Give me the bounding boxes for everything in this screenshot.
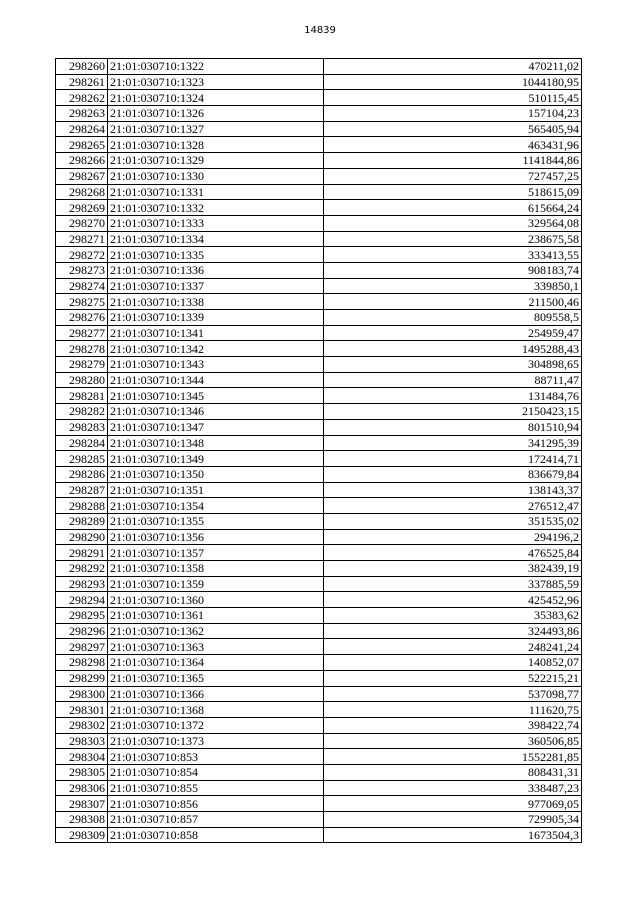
table-row: [56, 812, 582, 828]
table-row: [56, 325, 582, 341]
row-number-cell: 298295: [56, 608, 108, 624]
cadastral-number-cell: 21:01:030710:1344: [108, 372, 324, 388]
cadastral-number-cell: 21:01:030710:1342: [108, 341, 324, 357]
row-number-cell: 298304: [56, 749, 108, 765]
cadastral-value-cell: 522215,21: [324, 670, 582, 686]
table-row: [56, 278, 582, 294]
row-number-cell: 298292: [56, 561, 108, 577]
cadastral-value-cell: 727457,25: [324, 168, 582, 184]
row-number-cell: 298281: [56, 388, 108, 404]
row-number-cell: 298297: [56, 639, 108, 655]
cadastral-number-cell: 21:01:030710:1329: [108, 153, 324, 169]
table-row: [56, 435, 582, 451]
cadastral-value-cell: 329564,08: [324, 215, 582, 231]
cadastral-value-cell: 157104,23: [324, 106, 582, 122]
table-row: [56, 592, 582, 608]
cadastral-value-cell: 510115,45: [324, 90, 582, 106]
table-row: [56, 561, 582, 577]
cadastral-number-cell: 21:01:030710:1358: [108, 561, 324, 577]
cadastral-value-cell: 1552281,85: [324, 749, 582, 765]
cadastral-value-cell: 398422,74: [324, 717, 582, 733]
row-number-cell: 298260: [56, 59, 108, 75]
cadastral-number-cell: 21:01:030710:1363: [108, 639, 324, 655]
table-row: [56, 310, 582, 326]
cadastral-number-cell: 21:01:030710:1360: [108, 592, 324, 608]
cadastral-value-cell: 35383,62: [324, 608, 582, 624]
row-number-cell: 298309: [56, 827, 108, 843]
cadastral-number-cell: 21:01:030710:855: [108, 780, 324, 796]
row-number-cell: 298271: [56, 231, 108, 247]
table-row: [56, 623, 582, 639]
row-number-cell: 298263: [56, 106, 108, 122]
cadastral-value-cell: 88711,47: [324, 372, 582, 388]
cadastral-number-cell: 21:01:030710:1331: [108, 184, 324, 200]
row-number-cell: 298290: [56, 529, 108, 545]
table-row: [56, 717, 582, 733]
table-row: [56, 184, 582, 200]
cadastral-value-cell: 276512,47: [324, 498, 582, 514]
cadastral-value-cell: 537098,77: [324, 686, 582, 702]
row-number-cell: 298301: [56, 702, 108, 718]
table-row: [56, 733, 582, 749]
cadastral-value-cell: 382439,19: [324, 561, 582, 577]
row-number-cell: 298265: [56, 137, 108, 153]
cadastral-value-cell: 341295,39: [324, 435, 582, 451]
cadastral-value-cell: 140852,07: [324, 655, 582, 671]
cadastral-number-cell: 21:01:030710:1326: [108, 106, 324, 122]
cadastral-value-cell: 238675,58: [324, 231, 582, 247]
cadastral-value-cell: 908183,74: [324, 262, 582, 278]
cadastral-value-cell: 518615,09: [324, 184, 582, 200]
cadastral-number-cell: 21:01:030710:1335: [108, 247, 324, 263]
cadastral-value-cell: 339850,1: [324, 278, 582, 294]
cadastral-number-cell: 21:01:030710:1330: [108, 168, 324, 184]
cadastral-value-cell: 470211,02: [324, 59, 582, 75]
row-number-cell: 298307: [56, 796, 108, 812]
table-row: [56, 357, 582, 373]
table-row: [56, 262, 582, 278]
cadastral-value-cell: 1673504,3: [324, 827, 582, 843]
row-number-cell: 298300: [56, 686, 108, 702]
row-number-cell: 298291: [56, 545, 108, 561]
row-number-cell: 298293: [56, 576, 108, 592]
row-number-cell: 298287: [56, 482, 108, 498]
cadastral-number-cell: 21:01:030710:1355: [108, 513, 324, 529]
cadastral-value-cell: 351535,02: [324, 513, 582, 529]
cadastral-number-cell: 21:01:030710:1361: [108, 608, 324, 624]
row-number-cell: 298299: [56, 670, 108, 686]
cadastral-number-cell: 21:01:030710:1333: [108, 215, 324, 231]
cadastral-value-cell: 977069,05: [324, 796, 582, 812]
row-number-cell: 298308: [56, 812, 108, 828]
table-row: [56, 419, 582, 435]
cadastral-value-cell: 211500,46: [324, 294, 582, 310]
row-number-cell: 298306: [56, 780, 108, 796]
table-row: [56, 749, 582, 765]
cadastral-value-cell: 809558,5: [324, 310, 582, 326]
table-row: [56, 482, 582, 498]
row-number-cell: 298267: [56, 168, 108, 184]
cadastral-number-cell: 21:01:030710:1356: [108, 529, 324, 545]
page-number: 14839: [304, 25, 336, 36]
table-row: [56, 529, 582, 545]
row-number-cell: 298284: [56, 435, 108, 451]
cadastral-number-cell: 21:01:030710:1337: [108, 278, 324, 294]
row-number-cell: 298282: [56, 404, 108, 420]
cadastral-value-cell: 808431,31: [324, 764, 582, 780]
table-row: [56, 780, 582, 796]
cadastral-value-cell: 836679,84: [324, 466, 582, 482]
cadastral-number-cell: 21:01:030710:1324: [108, 90, 324, 106]
cadastral-number-cell: 21:01:030710:1365: [108, 670, 324, 686]
cadastral-number-cell: 21:01:030710:1350: [108, 466, 324, 482]
cadastral-number-cell: 21:01:030710:1366: [108, 686, 324, 702]
table-row: [56, 639, 582, 655]
table-row: [56, 231, 582, 247]
cadastral-value-cell: 294196,2: [324, 529, 582, 545]
cadastral-number-cell: 21:01:030710:1341: [108, 325, 324, 341]
row-number-cell: 298279: [56, 357, 108, 373]
table-row: [56, 764, 582, 780]
table-row: [56, 121, 582, 137]
row-number-cell: 298275: [56, 294, 108, 310]
cadastral-value-cell: 463431,96: [324, 137, 582, 153]
cadastral-value-cell: 338487,23: [324, 780, 582, 796]
table-row: [56, 372, 582, 388]
cadastral-number-cell: 21:01:030710:1357: [108, 545, 324, 561]
table-row: [56, 74, 582, 90]
cadastral-number-cell: 21:01:030710:1323: [108, 74, 324, 90]
cadastral-number-cell: 21:01:030710:1368: [108, 702, 324, 718]
table-row: [56, 137, 582, 153]
row-number-cell: 298303: [56, 733, 108, 749]
row-number-cell: 298278: [56, 341, 108, 357]
table-row: [56, 90, 582, 106]
table-row: [56, 404, 582, 420]
cadastral-value-cell: 333413,55: [324, 247, 582, 263]
cadastral-number-cell: 21:01:030710:1338: [108, 294, 324, 310]
cadastral-number-cell: 21:01:030710:1348: [108, 435, 324, 451]
cadastral-value-cell: 324493,86: [324, 623, 582, 639]
table-row: [56, 341, 582, 357]
row-number-cell: 298269: [56, 200, 108, 216]
table-row: [56, 466, 582, 482]
row-number-cell: 298261: [56, 74, 108, 90]
cadastral-number-cell: 21:01:030710:1354: [108, 498, 324, 514]
row-number-cell: 298298: [56, 655, 108, 671]
row-number-cell: 298305: [56, 764, 108, 780]
row-number-cell: 298268: [56, 184, 108, 200]
cadastral-value-cell: 1044180,95: [324, 74, 582, 90]
cadastral-number-cell: 21:01:030710:1345: [108, 388, 324, 404]
cadastral-number-cell: 21:01:030710:1373: [108, 733, 324, 749]
cadastral-value-cell: 254959,47: [324, 325, 582, 341]
cadastral-value-cell: 248241,24: [324, 639, 582, 655]
row-number-cell: 298289: [56, 513, 108, 529]
table-row: [56, 451, 582, 467]
table-row: [56, 576, 582, 592]
cadastral-value-cell: 138143,37: [324, 482, 582, 498]
row-number-cell: 298286: [56, 466, 108, 482]
cadastral-number-cell: 21:01:030710:1359: [108, 576, 324, 592]
table-row: [56, 608, 582, 624]
cadastral-number-cell: 21:01:030710:854: [108, 764, 324, 780]
cadastral-value-cell: 425452,96: [324, 592, 582, 608]
cadastral-value-cell: 615664,24: [324, 200, 582, 216]
row-number-cell: 298296: [56, 623, 108, 639]
cadastral-number-cell: 21:01:030710:1343: [108, 357, 324, 373]
cadastral-number-cell: 21:01:030710:1322: [108, 59, 324, 75]
cadastral-value-table: [55, 58, 582, 843]
table-row: [56, 388, 582, 404]
cadastral-number-cell: 21:01:030710:1347: [108, 419, 324, 435]
table-row: [56, 215, 582, 231]
row-number-cell: 298273: [56, 262, 108, 278]
cadastral-number-cell: 21:01:030710:1349: [108, 451, 324, 467]
cadastral-number-cell: 21:01:030710:1339: [108, 310, 324, 326]
cadastral-number-cell: 21:01:030710:1364: [108, 655, 324, 671]
cadastral-value-cell: 729905,34: [324, 812, 582, 828]
table-row: [56, 686, 582, 702]
row-number-cell: 298270: [56, 215, 108, 231]
cadastral-number-cell: 21:01:030710:1372: [108, 717, 324, 733]
cadastral-value-cell: 131484,76: [324, 388, 582, 404]
table-row: [56, 796, 582, 812]
table-row: [56, 294, 582, 310]
row-number-cell: 298274: [56, 278, 108, 294]
table-row: [56, 106, 582, 122]
row-number-cell: 298283: [56, 419, 108, 435]
row-number-cell: 298277: [56, 325, 108, 341]
cadastral-number-cell: 21:01:030710:1351: [108, 482, 324, 498]
row-number-cell: 298276: [56, 310, 108, 326]
cadastral-value-cell: 337885,59: [324, 576, 582, 592]
table-row: [56, 670, 582, 686]
table-row: [56, 498, 582, 514]
row-number-cell: 298285: [56, 451, 108, 467]
row-number-cell: 298294: [56, 592, 108, 608]
table-row: [56, 702, 582, 718]
cadastral-number-cell: 21:01:030710:857: [108, 812, 324, 828]
cadastral-value-cell: 172414,71: [324, 451, 582, 467]
cadastral-number-cell: 21:01:030710:1336: [108, 262, 324, 278]
cadastral-number-cell: 21:01:030710:858: [108, 827, 324, 843]
cadastral-value-cell: 1141844,86: [324, 153, 582, 169]
row-number-cell: 298262: [56, 90, 108, 106]
row-number-cell: 298272: [56, 247, 108, 263]
table-row: [56, 545, 582, 561]
cadastral-number-cell: 21:01:030710:1346: [108, 404, 324, 420]
cadastral-value-cell: 565405,94: [324, 121, 582, 137]
cadastral-number-cell: 21:01:030710:853: [108, 749, 324, 765]
table-body: [56, 59, 582, 843]
cadastral-value-cell: 360506,85: [324, 733, 582, 749]
table-row: [56, 513, 582, 529]
row-number-cell: 298266: [56, 153, 108, 169]
row-number-cell: 298288: [56, 498, 108, 514]
cadastral-number-cell: 21:01:030710:856: [108, 796, 324, 812]
cadastral-value-cell: 304898,65: [324, 357, 582, 373]
row-number-cell: 298302: [56, 717, 108, 733]
row-number-cell: 298280: [56, 372, 108, 388]
cadastral-value-cell: 1495288,43: [324, 341, 582, 357]
cadastral-value-cell: 801510,94: [324, 419, 582, 435]
table-row: [56, 247, 582, 263]
cadastral-number-cell: 21:01:030710:1327: [108, 121, 324, 137]
cadastral-number-cell: 21:01:030710:1328: [108, 137, 324, 153]
table-row: [56, 168, 582, 184]
table-row: [56, 153, 582, 169]
cadastral-number-cell: 21:01:030710:1332: [108, 200, 324, 216]
table-row: [56, 827, 582, 843]
cadastral-value-cell: 476525,84: [324, 545, 582, 561]
cadastral-number-cell: 21:01:030710:1362: [108, 623, 324, 639]
row-number-cell: 298264: [56, 121, 108, 137]
table-row: [56, 59, 582, 75]
table-row: [56, 200, 582, 216]
table-row: [56, 655, 582, 671]
cadastral-value-cell: 2150423,15: [324, 404, 582, 420]
cadastral-number-cell: 21:01:030710:1334: [108, 231, 324, 247]
cadastral-value-cell: 111620,75: [324, 702, 582, 718]
